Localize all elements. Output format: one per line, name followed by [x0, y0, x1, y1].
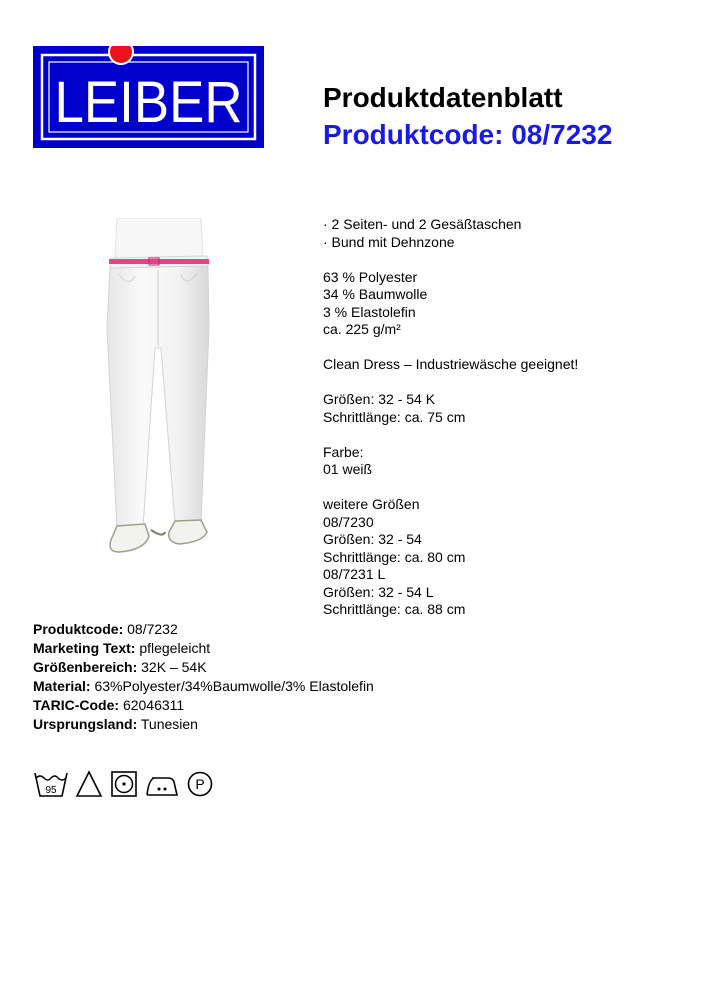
page-title: Produktdatenblatt — [323, 82, 563, 113]
tumble-dry-icon — [109, 769, 139, 799]
meta-value: pflegeleicht — [135, 640, 211, 656]
meta-value: 08/7232 — [123, 621, 178, 637]
feature-pockets: · 2 Seiten- und 2 Gesäßtaschen — [323, 216, 522, 232]
meta-row-product-code — [33, 620, 374, 639]
more-sizes-heading: weitere Größen — [323, 496, 420, 512]
wash-temp-label: 95 — [45, 785, 57, 796]
meta-label: Marketing Text: — [33, 640, 136, 656]
meta-row-taric — [33, 696, 374, 715]
product-photo — [105, 218, 215, 558]
iron-two-dots-icon — [144, 769, 180, 799]
meta-label: Produktcode: — [33, 621, 124, 637]
meta-value: 63%Polyester/34%Baumwolle/3% Elastolefin — [90, 678, 374, 694]
meta-label: Material: — [33, 678, 91, 694]
meta-row-size-range — [33, 658, 374, 677]
material-line: 3 % Elastolefin — [323, 303, 416, 320]
meta-row-material — [33, 677, 374, 696]
logo-text: LEIBER — [54, 70, 243, 135]
color-value: 01 weiß — [323, 461, 373, 477]
dryclean-p-icon — [185, 769, 215, 799]
meta-label: TARIC-Code: — [33, 697, 120, 713]
meta-row-marketing — [33, 639, 374, 658]
color-label: Farbe: — [323, 443, 364, 460]
variant-sizes: Größen: 32 - 54 L — [323, 583, 434, 600]
feature-waistband: · Bund mit Dehnzone — [323, 233, 455, 250]
material-line: 34 % Baumwolle — [323, 286, 428, 302]
meta-label: Größenbereich: — [33, 659, 138, 675]
product-description — [323, 216, 578, 619]
meta-row-origin — [33, 715, 374, 734]
bleach-triangle-icon — [74, 769, 104, 799]
variant-inseam: Schrittlänge: ca. 88 cm — [323, 601, 466, 617]
variant-code: 08/7230 — [323, 513, 374, 530]
product-meta — [33, 620, 374, 734]
care-symbols — [33, 768, 215, 800]
meta-value: 32K – 54K — [137, 659, 207, 675]
inseam-length: Schrittlänge: ca. 75 cm — [323, 408, 466, 425]
material-line: 63 % Polyester — [323, 268, 418, 285]
care-note: Clean Dress – Industriewäsche geeignet! — [323, 356, 579, 372]
variant-sizes: Größen: 32 - 54 — [323, 531, 422, 547]
variant-inseam: Schrittlänge: ca. 80 cm — [323, 548, 466, 565]
meta-label: Ursprungsland: — [33, 716, 138, 732]
product-code-heading: Produktcode: 08/7232 — [323, 119, 613, 150]
meta-value: Tunesien — [137, 716, 198, 732]
dryclean-letter: P — [195, 776, 205, 792]
wash-95-icon — [33, 769, 69, 799]
size-range: Größen: 32 - 54 K — [323, 391, 436, 407]
weight-line: ca. 225 g/m² — [323, 321, 401, 337]
leiber-logo — [33, 46, 264, 148]
meta-value: 62046311 — [119, 697, 185, 713]
variant-code: 08/7231 L — [323, 566, 386, 582]
